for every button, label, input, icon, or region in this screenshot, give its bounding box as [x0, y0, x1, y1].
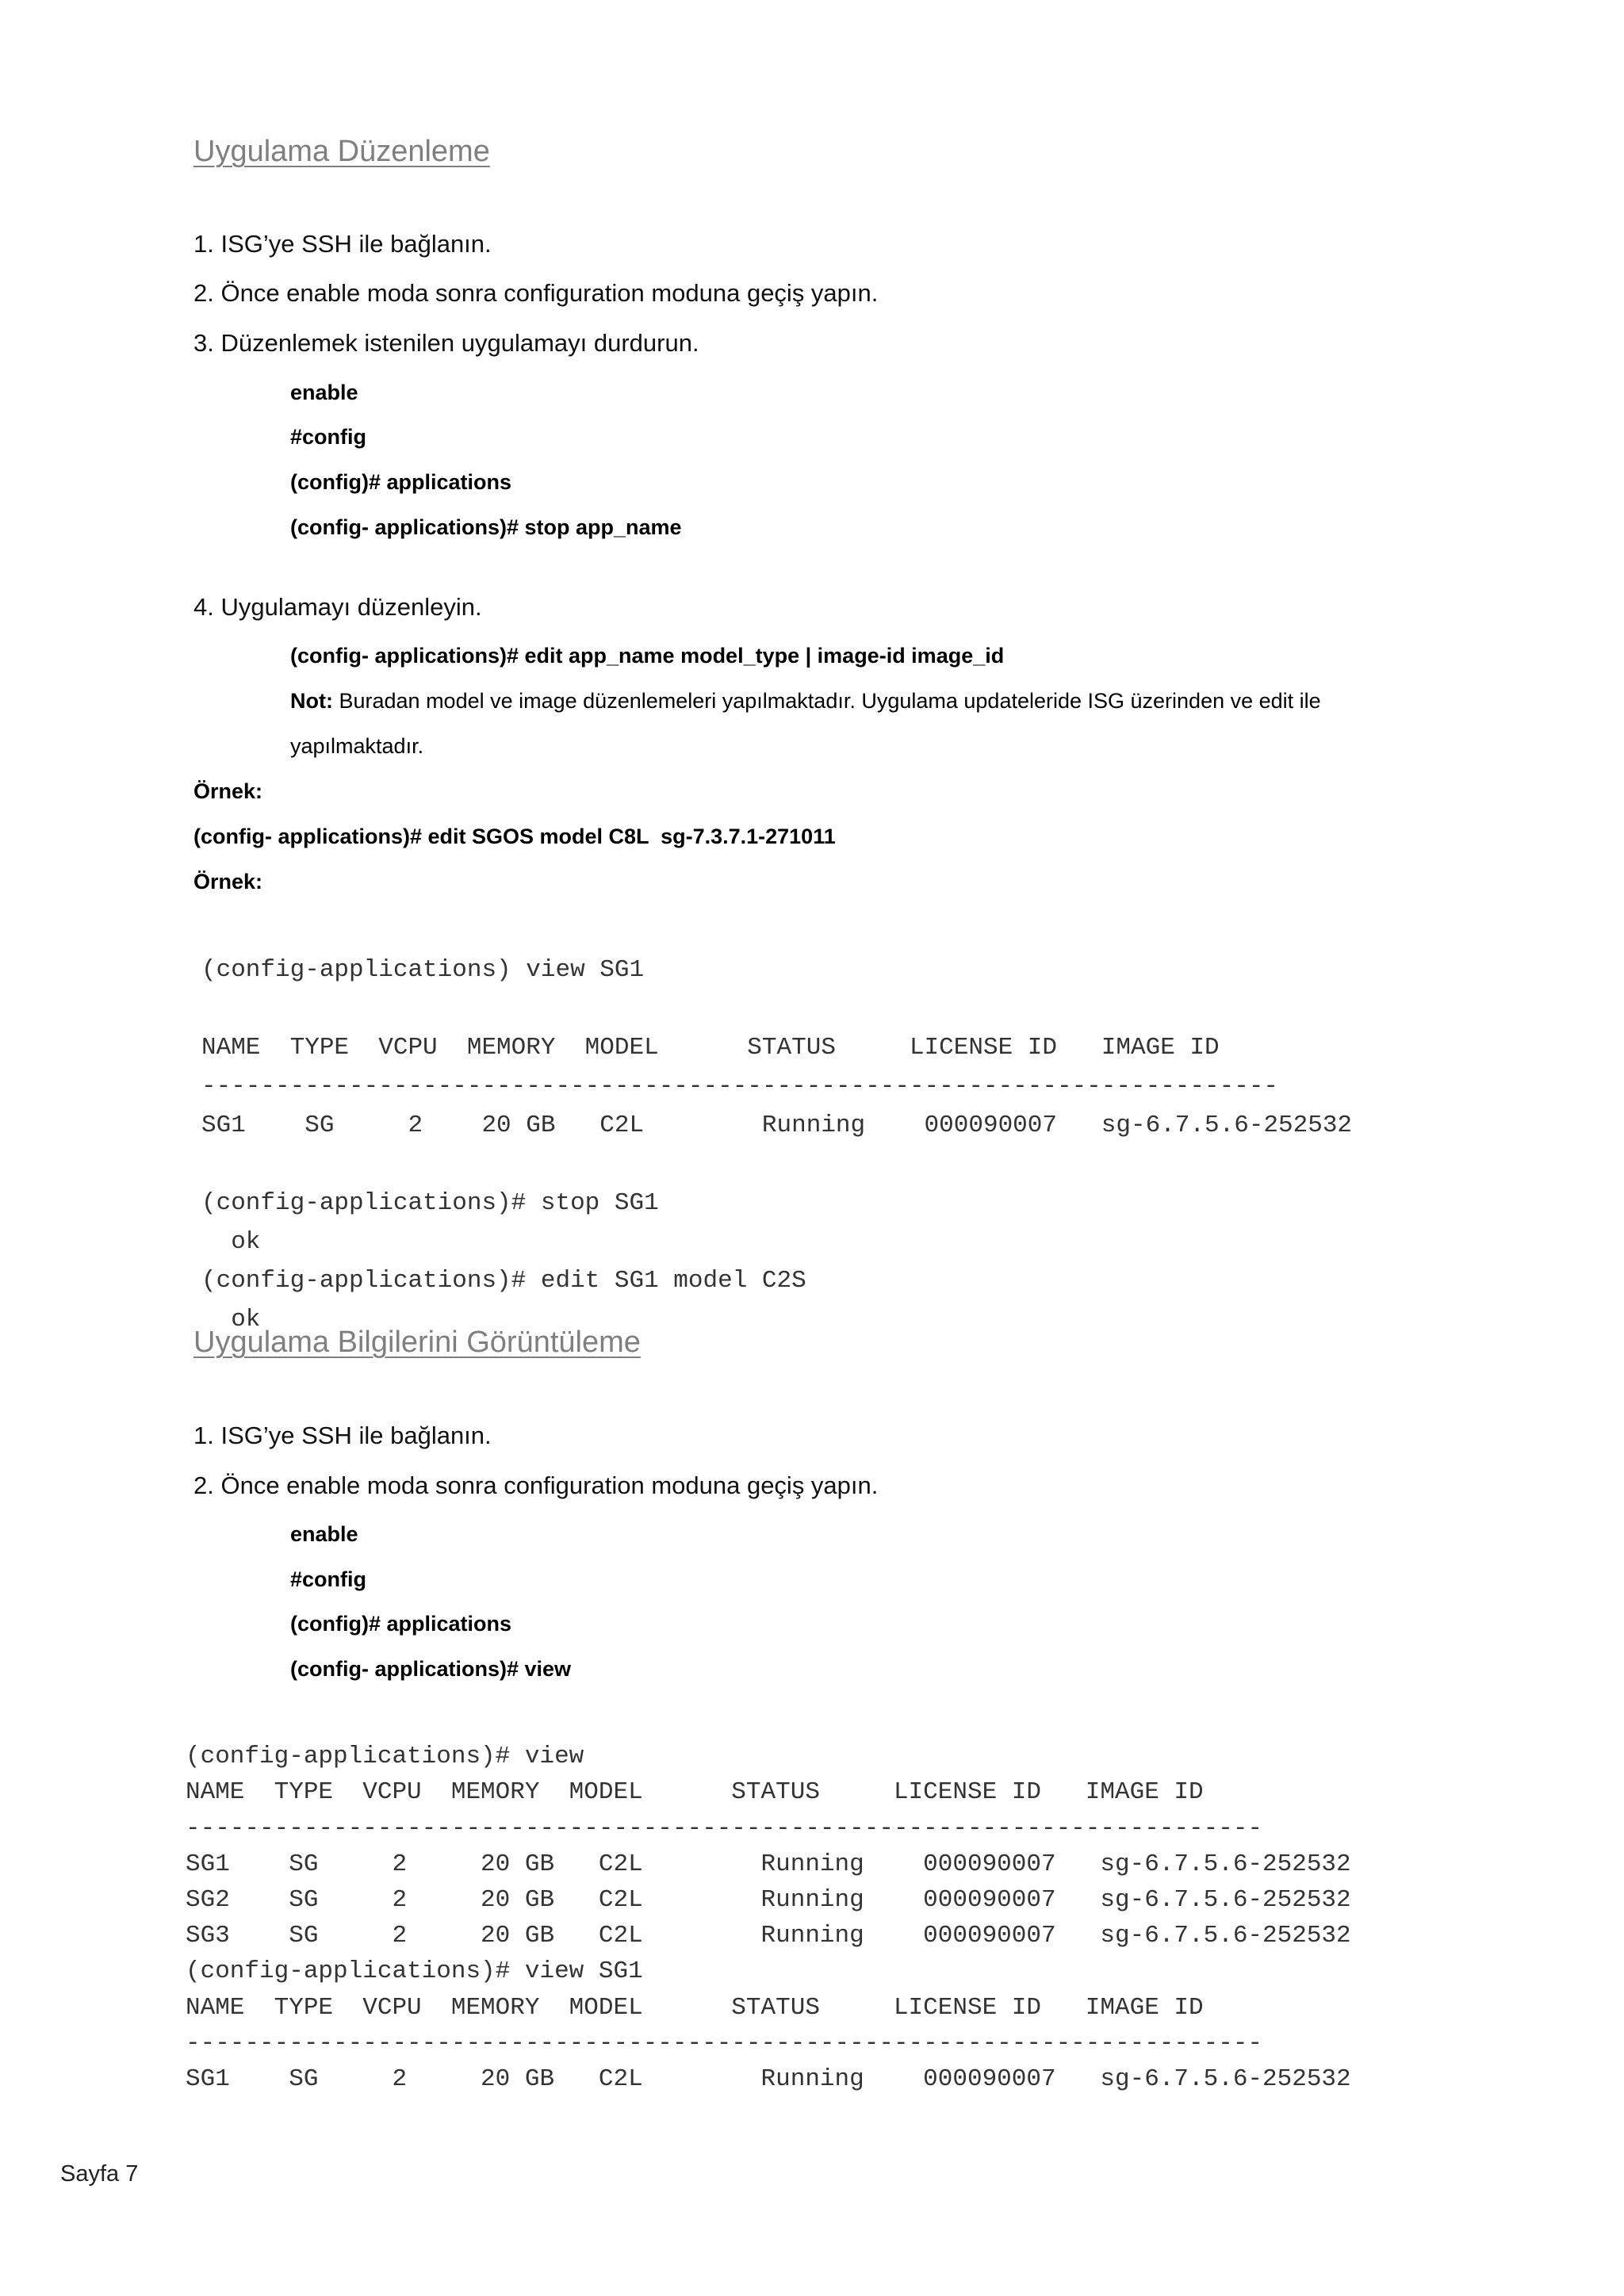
command-line: (config- applications)# view	[290, 1657, 572, 1681]
terminal-line: (config-applications)# stop SG1	[201, 1189, 659, 1217]
step-2: 2. Önce enable moda sonra configuration moduna geçiş yapın.	[193, 1471, 879, 1499]
step-1: 1. ISG’ye SSH ile bağlanın.	[193, 1422, 492, 1449]
terminal-line: SG3 SG 2 20 GB C2L Running 000090007 sg-6.7.5.6-252532	[186, 1922, 1351, 1950]
terminal-line	[201, 989, 1352, 1028]
terminal-line: (config-applications)# edit SG1 model C2S	[201, 1267, 806, 1295]
step-3: 3. Düzenlemek istenilen uygulamayı durdurun.	[193, 329, 699, 357]
page-number: Sayfa 7	[60, 2161, 139, 2187]
note-label: Not:	[290, 689, 333, 713]
terminal-line: ok	[201, 1228, 261, 1256]
terminal-line: SG1 SG 2 20 GB C2L Running 000090007 sg-6.7.5.6-252532	[201, 1112, 1353, 1139]
note-text: Buradan model ve image düzenlemeleri yapılmaktadır. Uygulama updateleride ISG üzerinden ve edit ile	[332, 689, 1321, 713]
terminal-line: SG1 SG 2 20 GB C2L Running 000090007 sg-6.7.5.6-252532	[186, 1850, 1351, 1878]
terminal-line: (config-applications) view SG1	[201, 956, 645, 984]
terminal-line: NAME TYPE VCPU MEMORY MODEL STATUS LICENSE ID IMAGE ID	[201, 1034, 1220, 1062]
command-line: enable	[290, 381, 358, 404]
note-text-continued: yapılmaktadır.	[290, 734, 424, 758]
terminal-output-1	[201, 912, 1352, 1378]
terminal-line: NAME TYPE VCPU MEMORY MODEL STATUS LICENSE ID IMAGE ID	[186, 1993, 1204, 2022]
command-line: #config	[290, 425, 367, 449]
terminal-line: ok	[201, 1306, 261, 1334]
terminal-output-2	[186, 1703, 1351, 2133]
terminal-line: -------------------------------------------------------------------------	[186, 2029, 1263, 2057]
note	[290, 689, 1321, 714]
terminal-line: SG2 SG 2 20 GB C2L Running 000090007 sg-6.7.5.6-252532	[186, 1886, 1351, 1915]
edit-command: (config- applications)# edit app_name model_type | image-id image_id	[290, 644, 1005, 668]
example-command: (config- applications)# edit SGOS model C8L sg-7.3.7.1-271011	[193, 825, 836, 848]
terminal-line: (config-applications)# view SG1	[186, 1957, 643, 1986]
step-4: 4. Uygulamayı düzenleyin.	[193, 593, 482, 621]
example-label: Örnek:	[193, 870, 263, 894]
step-1: 1. ISG’ye SSH ile bağlanın.	[193, 230, 492, 258]
terminal-line: -------------------------------------------------------------------------	[201, 1073, 1279, 1100]
command-line: (config- applications)# stop app_name	[290, 515, 682, 539]
command-line: #config	[290, 1567, 367, 1591]
section-heading-view: Uygulama Bilgilerini Görüntüleme	[193, 1326, 641, 1359]
terminal-line: (config-applications)# view	[186, 1743, 584, 1771]
command-line: enable	[290, 1522, 358, 1546]
terminal-line: SG1 SG 2 20 GB C2L Running 000090007 sg-6.7.5.6-252532	[186, 2065, 1351, 2094]
step-2: 2. Önce enable moda sonra configuration moduna geçiş yapın.	[193, 279, 879, 307]
terminal-line: -------------------------------------------------------------------------	[186, 1814, 1263, 1843]
command-line: (config)# applications	[290, 470, 512, 494]
command-line: (config)# applications	[290, 1612, 512, 1636]
section-heading-edit: Uygulama Düzenleme	[193, 135, 490, 168]
terminal-line	[201, 1145, 1352, 1184]
terminal-line: NAME TYPE VCPU MEMORY MODEL STATUS LICENSE ID IMAGE ID	[186, 1778, 1204, 1807]
example-label: Örnek:	[193, 779, 263, 803]
